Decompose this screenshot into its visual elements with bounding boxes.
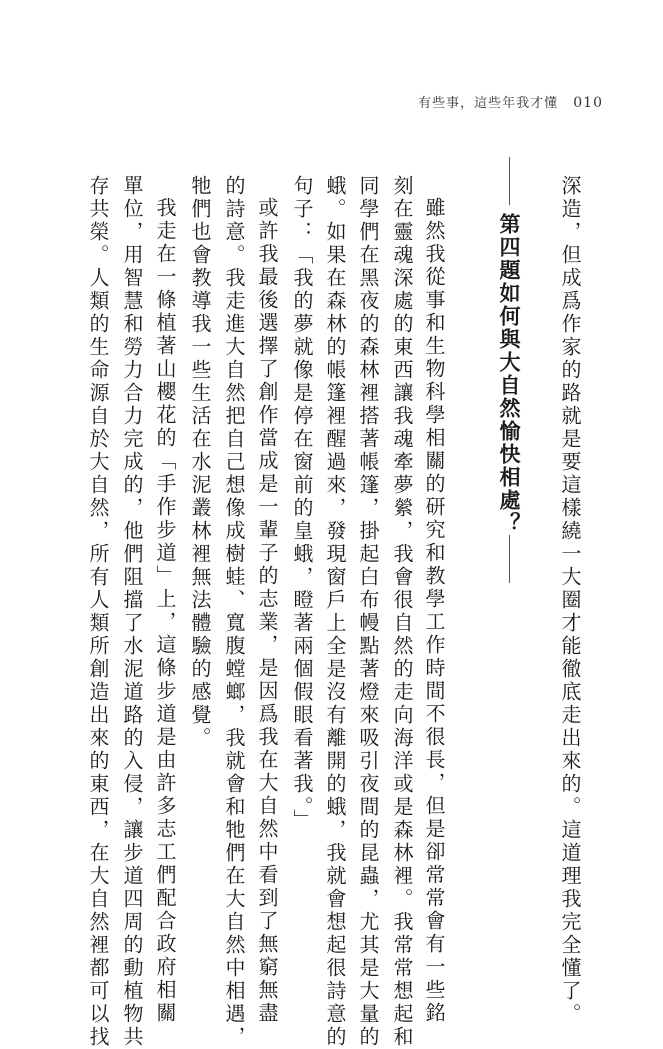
text-line-1: 深造，但成爲作家的路就是要這樣繞一大圈才能徹底走出來的。這道理我完全懂了。 [558, 175, 582, 1026]
section-heading [494, 213, 524, 535]
heading-rule-top [509, 157, 510, 205]
text-line-7: 或許我最後選擇了創作當成是一輩子的志業，是因爲我在大自然中看到了無窮無盡 [255, 197, 279, 1025]
text-line-11: 單位，用智慧和勞力合力完成的，他們阻擋了水泥道路的入侵，讓步道四周的動植物共 [120, 175, 144, 1049]
text-line-4: 同學們在黑夜的森林裡搭著帳篷，掛起白布幔點著燈來吸引夜間的昆蟲，尤其是大量的 [356, 175, 380, 1049]
heading-label: 第四題 [497, 213, 522, 282]
text-line-2: 雖然我從事和生物科學相關的研究和教學工作時間不很長，但是卻常常會有一些銘 [422, 197, 446, 1025]
text-line-12: 存共榮。人類的生命源自於大自然，所有人類所創造出來的東西，在大自然裡都可以找 [86, 175, 110, 1049]
text-line-8: 的詩意。我走進大自然把自己想像成樹蛙、寬腹螳螂，我就會和牠們在大自然中相遇， [222, 175, 246, 1049]
heading-rule-bottom [509, 535, 510, 583]
text-line-6: 句子：「我的夢就像是停在窗前的皇蛾，瞪著兩個假眼看著我。」 [290, 175, 314, 832]
heading-title: 如何與大自然愉快相處？ [497, 282, 522, 535]
text-line-3: 刻在靈魂深處的東西讓我魂牽夢縈，我會很自然的走向海洋或是森林裡。我常常想起和 [390, 175, 414, 1049]
text-line-5: 蛾。如果在森林的帳篷裡醒過來，發現窗戶上全是沒有離開的蛾，我就會想起很詩意的 [323, 175, 347, 1049]
text-line-9: 牠們也會教導我一些生活在水泥叢林裡無法體驗的感覺。 [188, 175, 212, 750]
text-line-10: 我走在一條植著山櫻花的「手作步道」上，這條步道是由許多志工們配合政府相關 [153, 197, 177, 1025]
page-number: 010 [573, 95, 603, 111]
running-header [418, 92, 603, 111]
book-title: 有些事，這些年我才懂 [418, 96, 559, 111]
